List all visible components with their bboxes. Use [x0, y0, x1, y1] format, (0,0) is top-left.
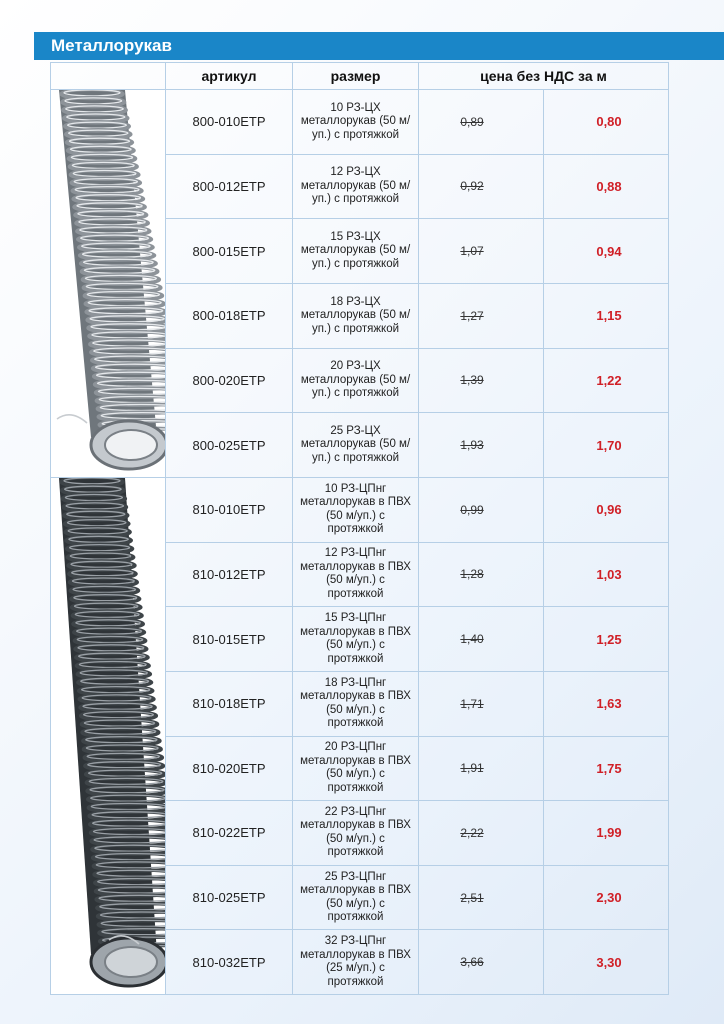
sku-cell: 810-012ETP — [166, 542, 293, 607]
new-price-cell: 0,94 — [544, 219, 669, 284]
size-cell: 18 РЗ-ЦПнг металлорукав в ПВХ (50 м/уп.) с протяжкой — [293, 671, 419, 736]
size-cell: 32 РЗ-ЦПнг металлорукав в ПВХ (25 м/уп.) с протяжкой — [293, 930, 419, 995]
header-image — [51, 63, 166, 90]
new-price-cell: 1,99 — [544, 801, 669, 866]
old-price-cell: 2,51 — [419, 865, 544, 930]
header-sku: артикул — [166, 63, 293, 90]
size-cell: 10 РЗ-ЦХ металлорукав (50 м/уп.) с протяжкой — [293, 90, 419, 155]
new-price-cell: 1,15 — [544, 283, 669, 348]
size-cell: 25 РЗ-ЦПнг металлорукав в ПВХ (50 м/уп.) с протяжкой — [293, 865, 419, 930]
old-price-cell: 1,27 — [419, 283, 544, 348]
new-price-cell: 1,70 — [544, 413, 669, 478]
old-price-cell: 0,92 — [419, 154, 544, 219]
section-title-bar — [34, 32, 724, 60]
price-table — [50, 62, 669, 995]
size-cell: 15 РЗ-ЦХ металлорукав (50 м/уп.) с протяжкой — [293, 219, 419, 284]
old-price-cell: 1,91 — [419, 736, 544, 801]
sku-cell: 800-025ETP — [166, 413, 293, 478]
old-price-cell: 0,89 — [419, 90, 544, 155]
new-price-cell: 1,75 — [544, 736, 669, 801]
new-price-cell: 2,30 — [544, 865, 669, 930]
pvc-metal-hose-photo — [51, 478, 166, 995]
size-cell: 12 РЗ-ЦХ металлорукав (50 м/уп.) с протяжкой — [293, 154, 419, 219]
old-price-cell: 0,99 — [419, 478, 544, 543]
size-cell: 25 РЗ-ЦХ металлорукав (50 м/уп.) с протяжкой — [293, 413, 419, 478]
header-size: размер — [293, 63, 419, 90]
sku-cell: 810-020ETP — [166, 736, 293, 801]
new-price-cell: 1,63 — [544, 671, 669, 736]
sku-cell: 810-025ETP — [166, 865, 293, 930]
sku-cell: 800-012ETP — [166, 154, 293, 219]
sku-cell: 810-010ETP — [166, 478, 293, 543]
old-price-cell: 3,66 — [419, 930, 544, 995]
table-row — [51, 90, 669, 155]
size-cell: 12 РЗ-ЦПнг металлорукав в ПВХ (50 м/уп.) с протяжкой — [293, 542, 419, 607]
sku-cell: 810-018ETP — [166, 671, 293, 736]
old-price-cell: 1,39 — [419, 348, 544, 413]
size-cell: 15 РЗ-ЦПнг металлорукав в ПВХ (50 м/уп.) с протяжкой — [293, 607, 419, 672]
old-price-cell: 2,22 — [419, 801, 544, 866]
old-price-cell: 1,28 — [419, 542, 544, 607]
old-price-cell: 1,71 — [419, 671, 544, 736]
size-cell: 10 РЗ-ЦПнг металлорукав в ПВХ (50 м/уп.) с протяжкой — [293, 478, 419, 543]
sku-cell: 800-018ETP — [166, 283, 293, 348]
sku-cell: 810-015ETP — [166, 607, 293, 672]
new-price-cell: 0,96 — [544, 478, 669, 543]
size-cell: 22 РЗ-ЦПнг металлорукав в ПВХ (50 м/уп.) с протяжкой — [293, 801, 419, 866]
new-price-cell: 1,25 — [544, 607, 669, 672]
sku-cell: 800-020ETP — [166, 348, 293, 413]
section-title: Металлорукав — [51, 36, 172, 55]
size-cell: 18 РЗ-ЦХ металлорукав (50 м/уп.) с протяжкой — [293, 283, 419, 348]
table-row — [51, 478, 669, 543]
new-price-cell: 0,80 — [544, 90, 669, 155]
sku-cell: 800-015ETP — [166, 219, 293, 284]
new-price-cell: 3,30 — [544, 930, 669, 995]
old-price-cell: 1,40 — [419, 607, 544, 672]
size-cell: 20 РЗ-ЦПнг металлорукав в ПВХ (50 м/уп.) с протяжкой — [293, 736, 419, 801]
price-table-header — [51, 63, 669, 90]
new-price-cell: 0,88 — [544, 154, 669, 219]
old-price-cell: 1,93 — [419, 413, 544, 478]
header-price: цена без НДС за м — [419, 63, 669, 90]
sku-cell: 810-022ETP — [166, 801, 293, 866]
sku-cell: 810-032ETP — [166, 930, 293, 995]
size-cell: 20 РЗ-ЦХ металлорукав (50 м/уп.) с протяжкой — [293, 348, 419, 413]
old-price-cell: 1,07 — [419, 219, 544, 284]
price-table-body — [51, 90, 669, 995]
new-price-cell: 1,22 — [544, 348, 669, 413]
metal-hose-photo — [51, 90, 166, 478]
new-price-cell: 1,03 — [544, 542, 669, 607]
sku-cell: 800-010ETP — [166, 90, 293, 155]
